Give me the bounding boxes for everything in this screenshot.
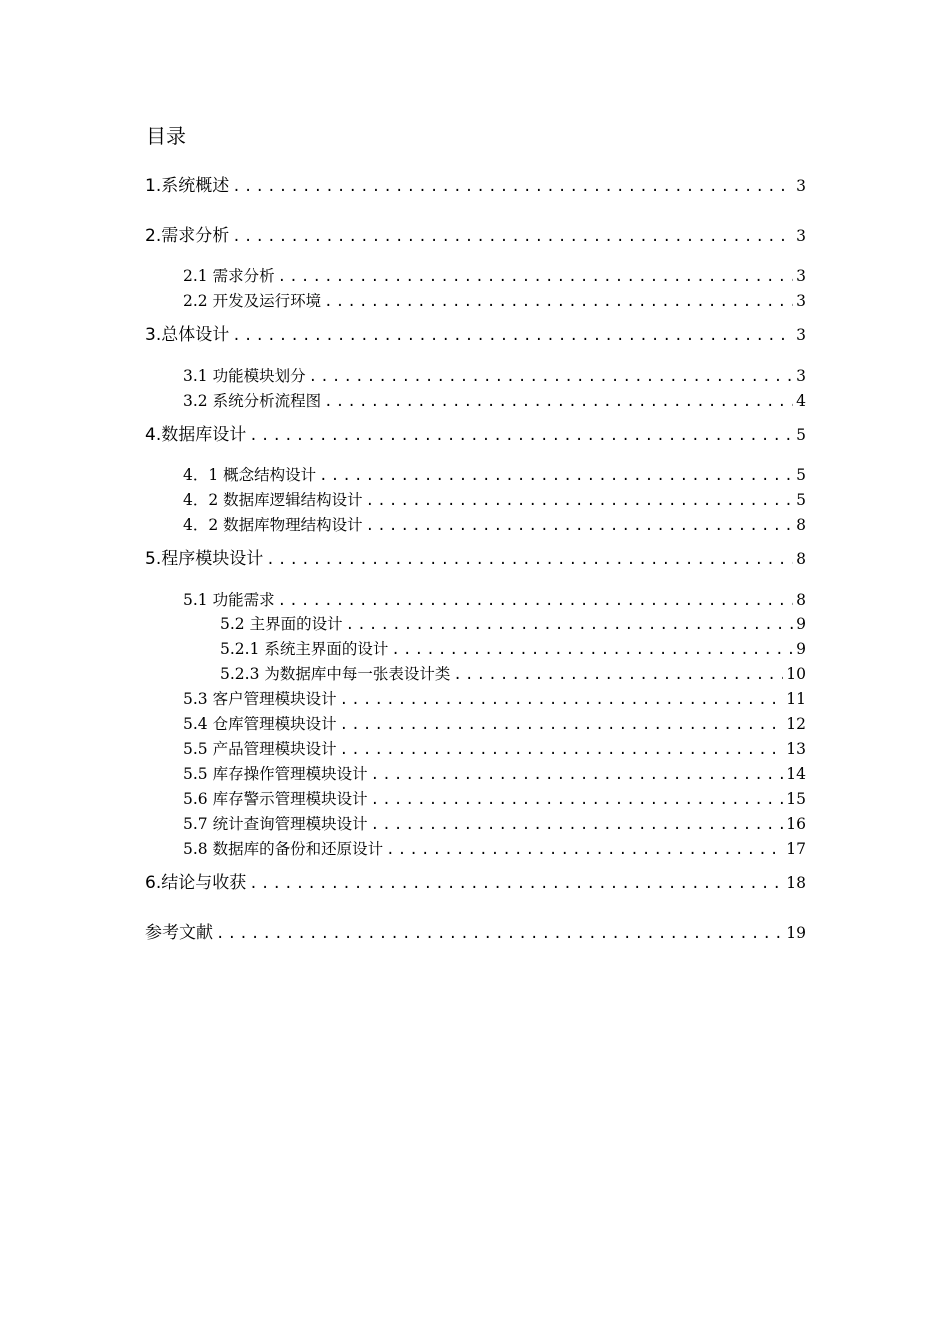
toc-entry[interactable] [145, 547, 806, 571]
toc-entry-text: 6.结论与收获 [145, 873, 247, 893]
toc-entry-text: 2.2 开发及运行环境 [183, 292, 322, 310]
toc-page-number: 3 [796, 177, 806, 195]
toc-entry-text: 2.需求分析 [145, 226, 230, 246]
toc-entry[interactable] [183, 513, 806, 537]
toc-entry-text: 3.总体设计 [145, 325, 230, 345]
toc-page-number: 16 [786, 815, 806, 833]
toc-page-number: 3 [796, 367, 806, 385]
toc-entry-text: 5.7 统计查询管理模块设计 [183, 815, 368, 833]
dot-leader [371, 788, 784, 812]
toc-entry[interactable] [183, 364, 806, 388]
toc-entry[interactable] [183, 687, 806, 711]
dot-leader [216, 922, 783, 946]
dot-leader [366, 489, 793, 513]
dot-leader [249, 424, 793, 448]
toc-entry[interactable] [183, 762, 806, 786]
toc-page-number: 18 [786, 874, 806, 892]
toc-entry-text: 5.8 数据库的备份和还原设计 [183, 840, 384, 858]
toc-entry-text: 5.1 功能需求 [183, 591, 275, 609]
toc-entry[interactable] [183, 737, 806, 761]
toc-entry-text: 2.1 需求分析 [183, 267, 275, 285]
toc-entry[interactable] [183, 588, 806, 612]
dot-leader [366, 514, 793, 538]
toc-page-number: 9 [796, 615, 806, 633]
toc-entry[interactable] [220, 662, 806, 686]
toc-entry[interactable] [145, 224, 806, 248]
dot-leader [232, 324, 793, 348]
toc-page-number: 3 [796, 227, 806, 245]
toc-entry[interactable] [145, 323, 806, 347]
toc-page-number: 9 [796, 640, 806, 658]
toc-entry[interactable] [183, 463, 806, 487]
toc-page-number: 17 [786, 840, 806, 858]
toc-entry[interactable] [145, 174, 806, 198]
dot-leader [386, 838, 783, 862]
toc-entry[interactable] [183, 289, 806, 313]
toc-entry[interactable] [145, 871, 806, 895]
toc-page-number: 14 [786, 765, 806, 783]
dot-leader [232, 225, 793, 249]
toc-entry[interactable] [145, 423, 806, 447]
toc-entry-text: 5.5 库存操作管理模块设计 [183, 765, 368, 783]
toc-entry[interactable] [183, 389, 806, 413]
dot-leader [319, 464, 793, 488]
dot-leader [324, 290, 793, 314]
toc-entry-text: 3.2 系统分析流程图 [183, 392, 322, 410]
toc-page-number: 11 [786, 690, 806, 708]
toc-page-number: 3 [796, 326, 806, 344]
toc-entry-text: 3.1 功能模块划分 [183, 367, 306, 385]
toc-entry[interactable] [183, 837, 806, 861]
toc-entry-text: 参考文献 [145, 923, 213, 943]
toc-entry-text: 5.4 仓库管理模块设计 [183, 715, 337, 733]
toc-page-number: 5 [796, 426, 806, 444]
dot-leader [232, 175, 793, 199]
toc-entry-text: 4．1 概念结构设计 [183, 466, 317, 484]
toc-page-number: 3 [796, 267, 806, 285]
dot-leader [371, 813, 784, 837]
toc-entry[interactable] [183, 712, 806, 736]
toc-entry-text: 4.数据库设计 [145, 425, 247, 445]
dot-leader [340, 688, 784, 712]
dot-leader [266, 548, 793, 572]
dot-leader [309, 365, 794, 389]
toc-entry-text: 5.2.1 系统主界面的设计 [220, 640, 389, 658]
toc-entry[interactable] [220, 637, 806, 661]
toc-entry[interactable] [183, 787, 806, 811]
toc-entry-text: 5.2.3 为数据库中每一张表设计类 [220, 665, 451, 683]
toc-entry-text: 5.2 主界面的设计 [220, 615, 343, 633]
dot-leader [278, 589, 794, 613]
toc-page-number: 5 [796, 466, 806, 484]
toc-page-number: 3 [796, 292, 806, 310]
toc-entry-text: 1.系统概述 [145, 176, 230, 196]
toc-entry-text: 5.3 客户管理模块设计 [183, 690, 337, 708]
toc-page-number: 8 [796, 591, 806, 609]
toc-page-number: 10 [786, 665, 806, 683]
toc-page-number: 12 [786, 715, 806, 733]
dot-leader [324, 390, 793, 414]
toc-entry-text: 5.6 库存警示管理模块设计 [183, 790, 368, 808]
toc-page-number: 4 [796, 392, 806, 410]
toc-title: 目录 [146, 124, 186, 148]
toc-page-number: 13 [786, 740, 806, 758]
dot-leader [340, 713, 784, 737]
dot-leader [278, 265, 794, 289]
toc-entry[interactable] [145, 921, 806, 945]
toc-page-number: 5 [796, 491, 806, 509]
toc-entry[interactable] [220, 612, 806, 636]
dot-leader [346, 613, 794, 637]
toc-entry[interactable] [183, 488, 806, 512]
toc-entry-text: 5.5 产品管理模块设计 [183, 740, 337, 758]
toc-entry-text: 5.程序模块设计 [145, 549, 264, 569]
toc-entry-text: 4．2 数据库逻辑结构设计 [183, 491, 363, 509]
toc-entry[interactable] [183, 812, 806, 836]
dot-leader [340, 738, 784, 762]
toc-page-number: 15 [786, 790, 806, 808]
dot-leader [453, 663, 783, 687]
dot-leader [391, 638, 793, 662]
dot-leader [371, 763, 784, 787]
toc-page-number: 8 [796, 516, 806, 534]
toc-entry-text: 4．2 数据库物理结构设计 [183, 516, 363, 534]
toc-entry[interactable] [183, 264, 806, 288]
toc-page-number: 8 [796, 550, 806, 568]
toc-page-number: 19 [786, 924, 806, 942]
dot-leader [249, 872, 783, 896]
